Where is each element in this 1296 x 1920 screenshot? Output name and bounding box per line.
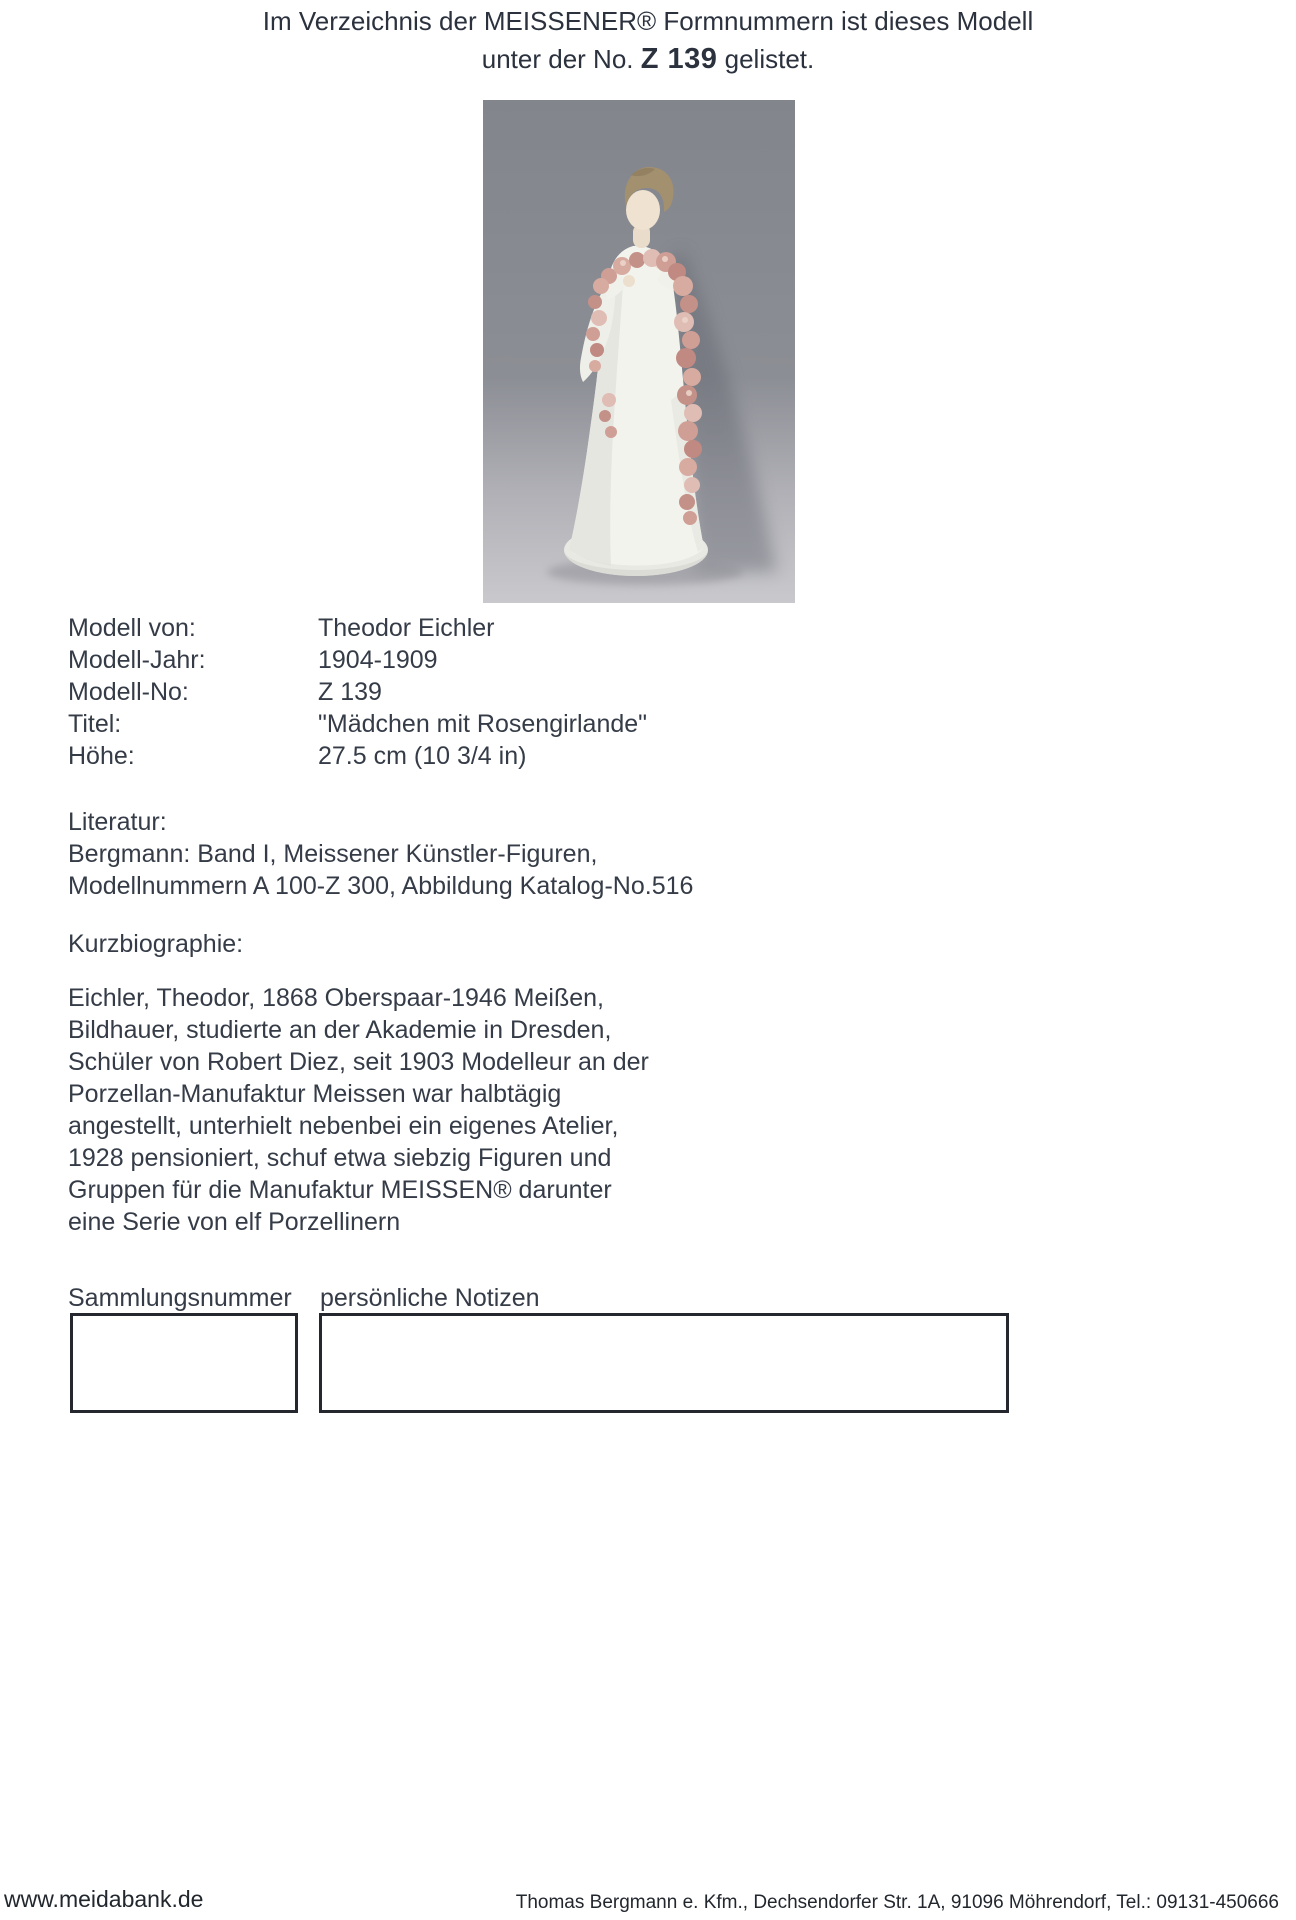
bio-line: Bildhauer, studierte an der Akademie in Dresden, <box>68 1016 612 1044</box>
bio-line: Schüler von Robert Diez, seit 1903 Modelleur an der <box>68 1048 649 1076</box>
header-line-2 <box>0 40 1296 78</box>
header-line-1: Im Verzeichnis der MEISSENER® Formnummern ist dieses Modell <box>262 6 1034 36</box>
literatur-label: Literatur: <box>68 808 167 836</box>
literatur-line: Modellnummern A 100-Z 300, Abbildung Katalog-No.516 <box>68 872 694 900</box>
detail-label: Modell-No: <box>68 678 189 706</box>
model-details <box>68 612 647 772</box>
bio-line: 1928 pensioniert, schuf etwa siebzig Figuren und <box>68 1144 612 1172</box>
detail-label: Höhe: <box>68 742 135 770</box>
sammlungsnummer-field[interactable] <box>70 1313 298 1413</box>
detail-value: Theodor Eichler <box>318 614 495 642</box>
header-line-2-suffix: gelistet. <box>717 44 815 74</box>
sammlungsnummer-label: Sammlungsnummer <box>68 1284 292 1312</box>
figurine-illustration <box>483 100 795 603</box>
bio-line: Gruppen für die Manufaktur MEISSEN® darunter <box>68 1176 612 1204</box>
detail-row-modell-jahr <box>68 644 647 676</box>
detail-label: Modell von: <box>68 614 196 642</box>
literatur-section <box>68 806 693 902</box>
detail-row-hoehe <box>68 740 647 772</box>
header-line-2-prefix: unter der No. <box>481 44 641 74</box>
detail-row-modell-no <box>68 676 647 708</box>
notizen-label: persönliche Notizen <box>320 1284 540 1312</box>
detail-row-modell-von <box>68 612 647 644</box>
contact-info: Thomas Bergmann e. Kfm., Dechsendorfer Str. 1A, 91096 Möhrendorf, Tel.: 09131-450666 <box>515 1892 1279 1913</box>
bio-line: angestellt, unterhielt nebenbei ein eigenes Atelier, <box>68 1112 619 1140</box>
literatur-line: Bergmann: Band I, Meissener Künstler-Figuren, <box>68 840 598 868</box>
detail-value: 1904-1909 <box>318 646 438 674</box>
header-model-number: Z 139 <box>640 43 718 75</box>
detail-label: Modell-Jahr: <box>68 646 206 674</box>
website-url: www.meidabank.de <box>4 1886 204 1912</box>
notizen-field[interactable] <box>319 1313 1009 1413</box>
bio-line: Eichler, Theodor, 1868 Oberspaar-1946 Meißen, <box>68 984 604 1012</box>
page-header <box>0 2 1296 78</box>
detail-value: 27.5 cm (10 3/4 in) <box>318 742 527 770</box>
bio-line: eine Serie von elf Porzellinern <box>68 1208 401 1236</box>
bio-line: Porzellan-Manufaktur Meissen war halbtägig <box>68 1080 562 1108</box>
kurzbiographie-text <box>68 982 649 1238</box>
figurine-photo <box>483 100 795 603</box>
detail-value: Z 139 <box>318 678 382 706</box>
detail-value: "Mädchen mit Rosengirlande" <box>318 710 648 738</box>
detail-label: Titel: <box>68 710 122 738</box>
detail-row-titel <box>68 708 647 740</box>
kurzbiographie-label: Kurzbiographie: <box>68 930 244 958</box>
